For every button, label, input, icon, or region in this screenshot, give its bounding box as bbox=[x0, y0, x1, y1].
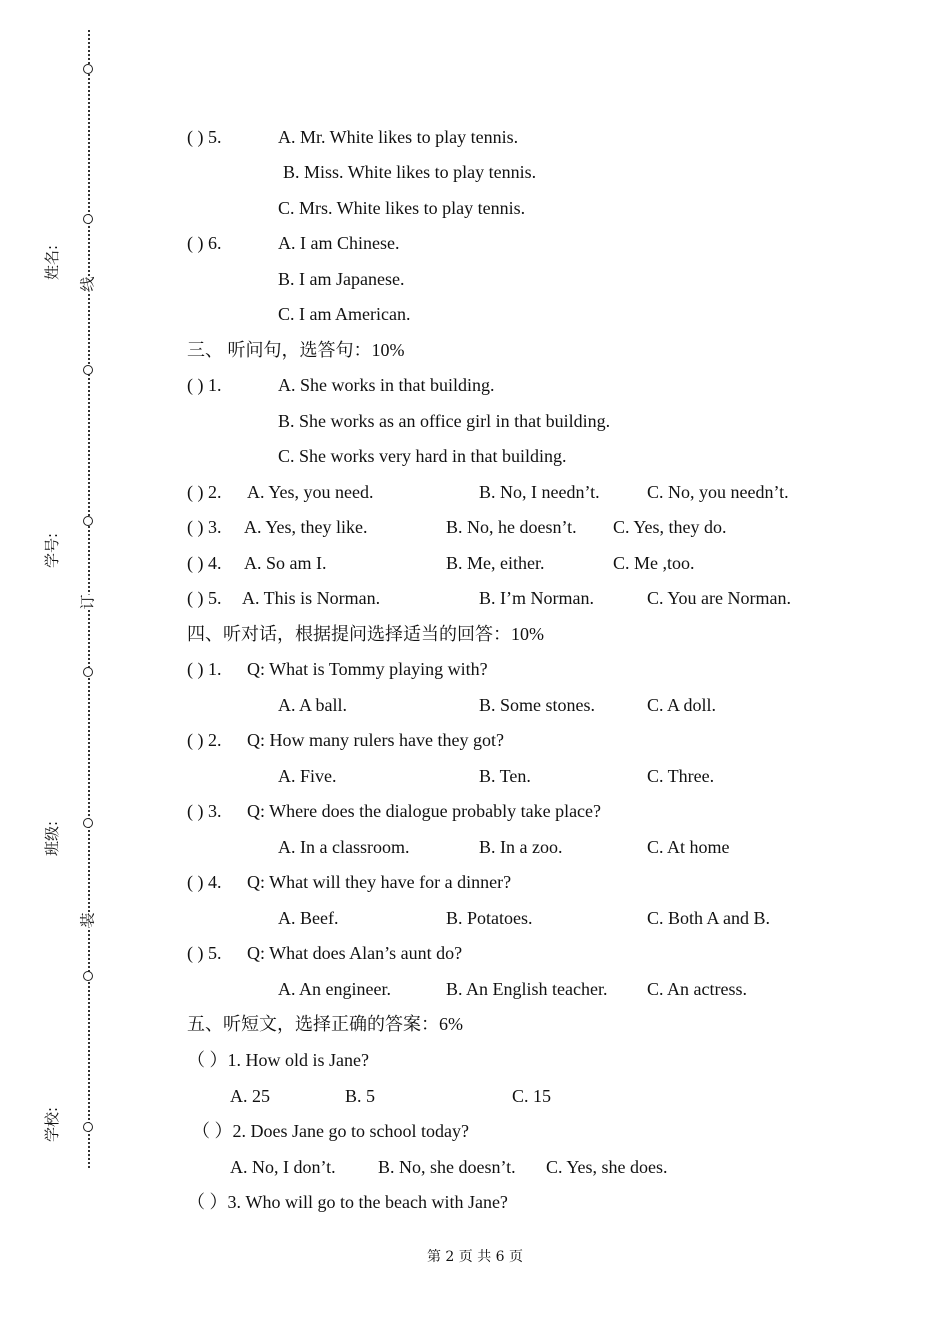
option-a: A. Five. bbox=[278, 766, 337, 786]
option-c: C. I am American. bbox=[278, 304, 411, 324]
option-b: B. No, I needn’t. bbox=[479, 482, 600, 502]
option-b: B. No, he doesn’t. bbox=[446, 517, 577, 537]
question-number: ( ) 1. bbox=[187, 375, 222, 395]
option-c: C. Yes, they do. bbox=[613, 517, 727, 537]
option-c: C. Both A and B. bbox=[647, 908, 771, 928]
option-a: A. She works in that building. bbox=[278, 375, 495, 395]
question-text: Q: How many rulers have they got? bbox=[247, 730, 504, 750]
question-number: ( ) 2. bbox=[187, 730, 222, 750]
option-b: B. Me, either. bbox=[446, 553, 545, 573]
question-text: （ ）2. Does Jane go to school today? bbox=[192, 1121, 469, 1141]
binding-ring bbox=[83, 971, 93, 981]
section-heading-4: 四、听对话，根据提问选择适当的回答：10% bbox=[187, 624, 544, 644]
option-a: A. Yes, they like. bbox=[244, 517, 368, 537]
binding-ring bbox=[83, 667, 93, 677]
question-text: Q: What does Alan’s aunt do? bbox=[247, 943, 463, 963]
option-b: B. Ten. bbox=[479, 766, 531, 786]
question-text: （ ）3. Who will go to the beach with Jane? bbox=[187, 1192, 508, 1212]
option-a: A. A ball. bbox=[278, 695, 348, 715]
option-b: B. Potatoes. bbox=[446, 908, 533, 928]
option-b: B. An English teacher. bbox=[446, 979, 608, 999]
question-number: ( ) 4. bbox=[187, 553, 222, 573]
name-label: 姓名: bbox=[43, 244, 62, 281]
binding-ring bbox=[83, 516, 93, 526]
school-label: 学校: bbox=[43, 1106, 62, 1143]
question-number: ( ) 4. bbox=[187, 872, 222, 892]
option-c: C. A doll. bbox=[647, 695, 717, 715]
option-c: C. She works very hard in that building. bbox=[278, 446, 567, 466]
question-number: ( ) 1. bbox=[187, 659, 222, 679]
option-c: C. Mrs. White likes to play tennis. bbox=[278, 198, 526, 218]
section-heading-5: 五、听短文，选择正确的答案：6% bbox=[187, 1014, 463, 1034]
option-c: C. Three. bbox=[647, 766, 715, 786]
option-c: C. Me ,too. bbox=[613, 553, 695, 573]
option-b: B. She works as an office girl in that building. bbox=[278, 411, 611, 431]
option-c: C. 15 bbox=[512, 1086, 552, 1106]
question-number: ( ) 2. bbox=[187, 482, 222, 502]
option-a: A. Mr. White likes to play tennis. bbox=[278, 127, 519, 147]
option-c: C. Yes, she does. bbox=[546, 1157, 668, 1177]
page-footer: 第 2 页 共 6 页 bbox=[426, 1249, 524, 1265]
binding-ring bbox=[83, 64, 93, 74]
option-a: A. An engineer. bbox=[278, 979, 391, 999]
student-id-label: 学号: bbox=[43, 532, 62, 569]
option-b: B. I’m Norman. bbox=[479, 588, 594, 608]
option-c: C. An actress. bbox=[647, 979, 747, 999]
binding-ring bbox=[83, 1122, 93, 1132]
binding-char-zhuang: 装 bbox=[78, 912, 97, 928]
option-a: A. No, I don’t. bbox=[230, 1157, 336, 1177]
question-text: Q: Where does the dialogue probably take place? bbox=[247, 801, 602, 821]
option-a: A. I am Chinese. bbox=[278, 233, 400, 253]
option-b: B. I am Japanese. bbox=[278, 269, 405, 289]
question-text: Q: What will they have for a dinner? bbox=[247, 872, 512, 892]
question-number: ( ) 5. bbox=[187, 127, 222, 147]
option-c: C. No, you needn’t. bbox=[647, 482, 789, 502]
binding-ring bbox=[83, 365, 93, 375]
option-a: A. Beef. bbox=[278, 908, 339, 928]
option-b: B. No, she doesn’t. bbox=[378, 1157, 516, 1177]
option-b: B. In a zoo. bbox=[479, 837, 563, 857]
section-heading-3: 三、 听问句，选答句：10% bbox=[187, 340, 405, 360]
binding-char-ding: 订 bbox=[78, 594, 97, 610]
class-label: 班级: bbox=[43, 820, 62, 857]
question-text: Q: What is Tommy playing with? bbox=[247, 659, 488, 679]
option-a: A. So am I. bbox=[244, 553, 327, 573]
binding-ring bbox=[83, 214, 93, 224]
question-number: ( ) 5. bbox=[187, 943, 222, 963]
question-text: （ ）1. How old is Jane? bbox=[187, 1050, 369, 1070]
question-number: ( ) 6. bbox=[187, 233, 222, 253]
option-c: C. At home bbox=[647, 837, 730, 857]
option-a: A. Yes, you need. bbox=[247, 482, 374, 502]
binding-ring bbox=[83, 818, 93, 828]
option-b: B. 5 bbox=[345, 1086, 376, 1106]
option-a: A. 25 bbox=[230, 1086, 270, 1106]
question-number: ( ) 3. bbox=[187, 801, 222, 821]
option-b: B. Some stones. bbox=[479, 695, 596, 715]
question-number: ( ) 5. bbox=[187, 588, 222, 608]
option-b: B. Miss. White likes to play tennis. bbox=[283, 162, 537, 182]
binding-char-xian: 线 bbox=[78, 276, 97, 292]
option-a: A. In a classroom. bbox=[278, 837, 410, 857]
question-number: ( ) 3. bbox=[187, 517, 222, 537]
option-c: C. You are Norman. bbox=[647, 588, 791, 608]
option-a: A. This is Norman. bbox=[242, 588, 381, 608]
